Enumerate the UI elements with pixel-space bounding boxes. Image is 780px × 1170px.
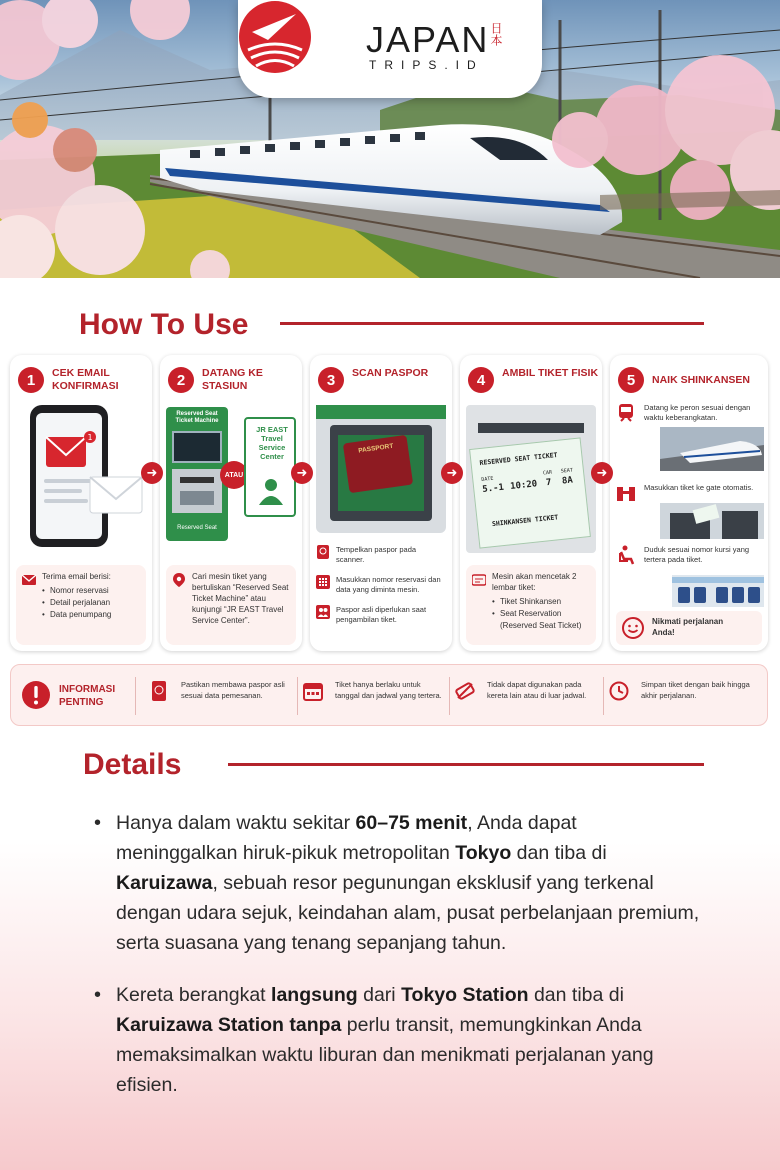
step-title: DATANG KE STASIUN — [202, 367, 263, 392]
ticket-small-icon — [472, 573, 486, 587]
desc-title: Terima email berisi: — [42, 572, 111, 581]
mail-icon — [22, 573, 36, 587]
smile-icon — [622, 617, 644, 639]
step-number: 3 — [318, 367, 344, 393]
gate-icon — [616, 483, 636, 503]
list-item: • Seat Reservation (Reserved Seat Ticket) — [492, 608, 590, 632]
step-3-item-3: Paspor asli diperlukan saat pengambilan tiket. — [316, 605, 446, 625]
enjoy-text: Nikmati perjalanan Anda! — [652, 617, 724, 637]
info-label: INFORMASI PENTING — [59, 684, 116, 708]
step-2-card — [160, 355, 302, 651]
no-ticket-icon — [455, 681, 475, 701]
step-title: CEK EMAIL KONFIRMASI — [52, 367, 119, 392]
staff-icon — [256, 477, 286, 507]
enjoy-trip-box — [616, 611, 762, 645]
seat-icon — [616, 545, 636, 565]
step-1-description — [16, 565, 146, 645]
desc-text: Cari mesin tiket yang bertuliskan “Reserved Seat Ticket Machine” atau kunjungi “JR EAST Travel Service Center”. — [192, 572, 289, 625]
clock-icon — [609, 681, 629, 701]
list-item: • Data penumpang — [42, 609, 140, 621]
how-to-use-divider — [280, 322, 704, 325]
train-icon — [616, 403, 636, 423]
hero-banner — [0, 0, 780, 278]
next-arrow-icon: ➜ — [591, 462, 613, 484]
step-1-card — [10, 355, 152, 651]
platform-train-image — [660, 427, 764, 471]
ticket-machine-icon — [166, 407, 228, 541]
details-paragraph-2: • Kereta berangkat langsung dari Tokyo Station dan tiba di Karuizawa Station tanpa perlu transit, memungkinkan Anda memaksimalkan waktu liburan dan menikmati perjalanan yang efisien. — [92, 980, 702, 1100]
step-5-card: 5 NAIK SHINKANSEN Datang ke peron sesuai dengan waktu keberangkatan. Masukkan tiket ke gate otomatis. Duduk sesuai nomor kursi yang tertera pada tiket. Nikmati perjalanan Anda! — [610, 355, 768, 651]
brand-logo-card — [238, 0, 542, 98]
passport-icon — [343, 435, 413, 493]
details-list — [92, 808, 702, 1122]
passport-label: PASSPORT — [357, 442, 394, 455]
japantrips-logo-icon — [238, 0, 312, 74]
service-center-sign — [244, 417, 296, 517]
calendar-icon — [303, 681, 323, 701]
details-divider — [228, 763, 704, 766]
ticket-print-illustration — [466, 405, 596, 557]
details-paragraph-1: • Hanya dalam waktu sekitar 60–75 menit, Anda dapat meninggalkan hiruk-pikuk metropolitan Tokyo dan tiba di Karuizawa, sebuah resor pegunungan eksklusif yang terkenal dengan udara sejuk, keindahan alam, pusat perbelanjaan premium, serta suasana yang tenang sepanjang tahun. — [92, 808, 702, 958]
passport-scanner-illustration — [316, 405, 446, 533]
machine-label: Reserved Seat Ticket Machine — [175, 411, 219, 424]
svg-text:1: 1 — [87, 433, 93, 442]
brand-kanji: 日本 — [489, 22, 503, 46]
next-arrow-icon: ➜ — [291, 462, 313, 484]
location-pin-icon — [172, 573, 186, 587]
step-number: 5 — [618, 367, 644, 393]
list-item: • Detail perjalanan — [42, 597, 140, 609]
step-3-card — [310, 355, 452, 651]
passport-small-icon — [316, 545, 330, 559]
step-title: AMBIL TIKET FISIK — [502, 367, 599, 379]
step-2-description — [166, 565, 296, 645]
alert-icon — [21, 680, 51, 710]
step-4-description — [466, 565, 596, 645]
next-arrow-icon: ➜ — [141, 462, 163, 484]
service-center-label: JR EAST Travel Service Center — [256, 425, 288, 461]
divider — [449, 677, 450, 715]
keypad-icon — [316, 575, 330, 589]
step-4-card — [460, 355, 602, 651]
ticket-gate-image — [660, 503, 764, 539]
step-number: 4 — [468, 367, 494, 393]
step-3-item-2: Masukkan nomor reservasi dan data yang diminta mesin. — [316, 575, 446, 595]
step-3-item-1: Tempelkan paspor pada scanner. — [316, 545, 446, 565]
divider — [603, 677, 604, 715]
how-to-use-title: How To Use — [79, 308, 249, 341]
train-seats-image — [672, 575, 764, 607]
list-item: • Nomor reservasi — [42, 585, 140, 597]
ticket-icon: RESERVED SEAT TICKET DATE 5.-1 10:20 CAR 7 SEAT 8A SHINKANSEN TICKET — [469, 437, 591, 548]
or-badge: ATAU — [220, 461, 248, 489]
divider — [297, 677, 298, 715]
brand-subname: TRIPS.ID — [369, 58, 484, 72]
step-title: NAIK SHINKANSEN — [652, 374, 751, 386]
desc-title: Mesin akan mencetak 2 lembar tiket: — [492, 572, 577, 592]
details-title: Details — [83, 748, 182, 781]
phone-email-illustration — [16, 405, 146, 557]
passport-icon — [149, 681, 169, 701]
important-info-bar: INFORMASI PENTING Pastikan membawa paspor asli sesuai data pemesanan. Tiket hanya berlaku untuk tanggal dan jadwal yang tertera. Tidak dapat digunakan pada kereta lain atau di luar jadwal. Simpan tiket dengan baik hingga akhir perjalanan. — [10, 664, 768, 726]
divider — [135, 677, 136, 715]
next-arrow-icon: ➜ — [441, 462, 463, 484]
machine-bottom-label: Reserved Seat — [177, 525, 217, 531]
people-icon — [316, 605, 330, 619]
list-item: • Tiket Shinkansen — [492, 596, 590, 608]
brand-name: JAPAN — [366, 19, 490, 60]
ticket-machine-illustration — [166, 405, 296, 557]
step-number: 1 — [18, 367, 44, 393]
step-title: SCAN PASPOR — [352, 367, 429, 379]
step-number: 2 — [168, 367, 194, 393]
